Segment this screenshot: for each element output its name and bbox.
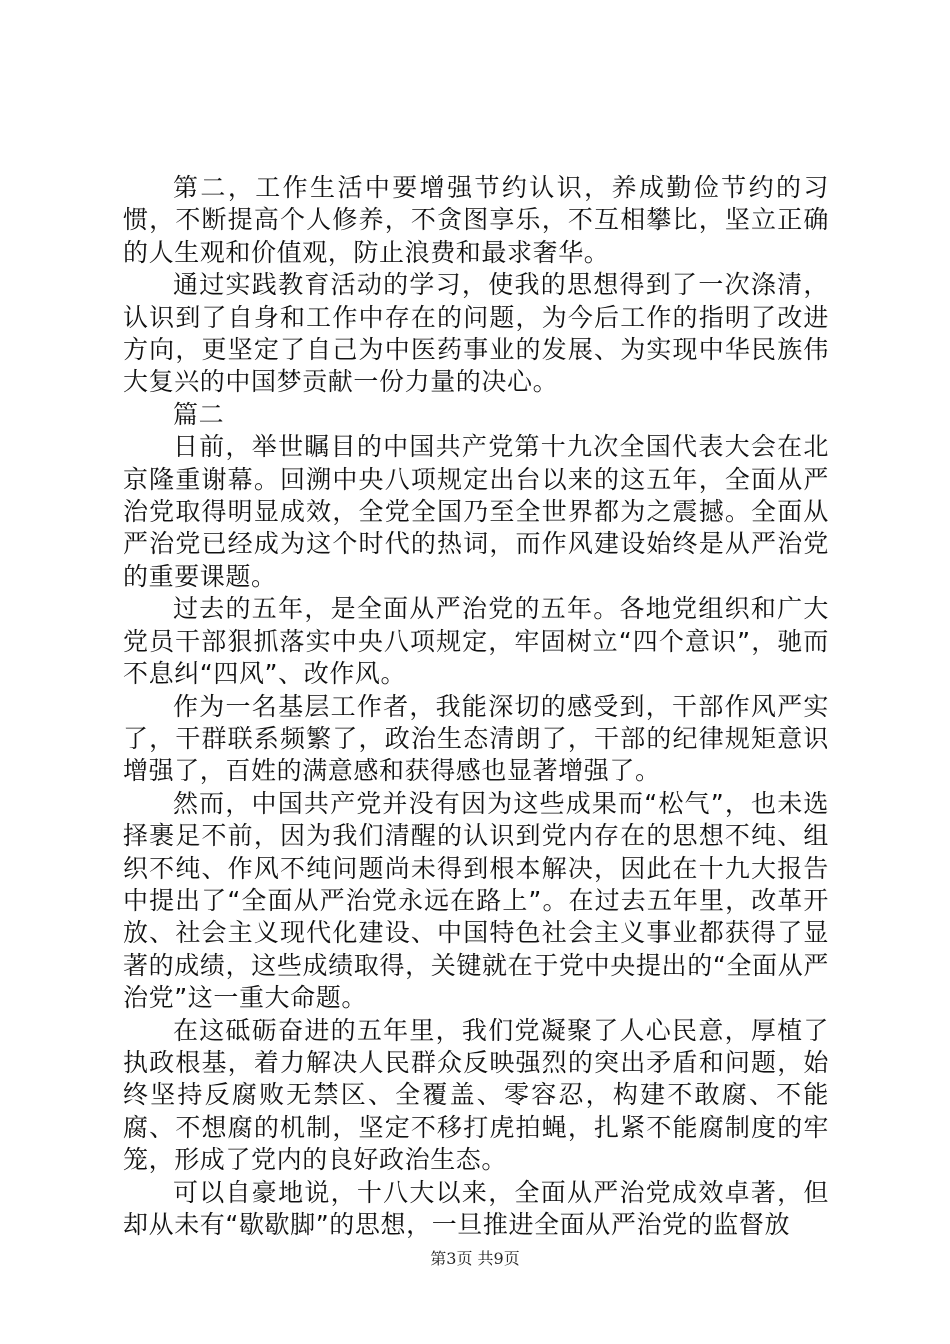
paragraph-economy-habits: 第二，工作生活中要增强节约认识，养成勤俭节约的习惯，不断提高个人修养，不贪图享乐，不互相攀比，坚立正确的人生观和价值观，防止浪费和最求奢华。 xyxy=(123,173,829,267)
paragraph-learning-reflection: 通过实践教育活动的学习，使我的思想得到了一次涤清，认识到了自身和工作中存在的问题，为今后工作的指明了改进方向，更坚定了自己为中医药事业的发展、为实现中华民族伟大复兴的中国梦贡献一份力量的决心。 xyxy=(123,270,829,397)
section-heading-part-two: 篇二 xyxy=(173,399,225,429)
paragraph-grassroots-view: 作为一名基层工作者，我能深切的感受到，干部作风严实了，干群联系频繁了，政治生态清朗了，干部的纪律规矩意识增强了，百姓的满意感和获得感也显著增强了。 xyxy=(123,691,829,786)
paragraph-no-relaxing: 然而，中国共产党并没有因为这些成果而“松气”，也未选择裹足不前，因为我们清醒的认识到党内存在的思想不纯、组织不纯、作风不纯问题尚未得到根本解决，因此在十九大报告中提出了“全面从严治党永远在路上”。在过去五年里，改革开放、社会主义现代化建设、中国特色社会主义事业都获得了显著的成绩，这些成绩取得，关键就在于党中央提出的“全面从严治党”这一重大命题。 xyxy=(123,788,829,1013)
paragraph-proud-statement: 可以自豪地说，十八大以来，全面从严治党成效卓著，但却从未有“歇歇脚”的思想，一旦推进全面从严治党的监督放 xyxy=(123,1177,829,1239)
document-body xyxy=(123,172,829,1241)
paragraph-past-five-years: 过去的五年，是全面从严治党的五年。各地党组织和广大党员干部狠抓落实中央八项规定，牢固树立“四个意识”，驰而不息纠“四风”、改作风。 xyxy=(123,594,829,689)
page-number-footer: 第3页 共9页 xyxy=(430,1249,520,1268)
paragraph-congress-closing: 日前，举世瞩目的中国共产党第十九次全国代表大会在北京隆重谢幕。回溯中央八项规定出台以来的这五年，全面从严治党取得明显成效，全党全国乃至全世界都为之震撼。全面从严治党已经成为这个时代的热词，而作风建设始终是从严治党的重要课题。 xyxy=(123,432,829,591)
paragraph-anti-corruption: 在这砥砺奋进的五年里，我们党凝聚了人心民意，厚植了执政根基，着力解决人民群众反映强烈的突出矛盾和问题，始终坚持反腐败无禁区、全覆盖、零容忍，构建不敢腐、不能腐、不想腐的机制，坚定不移打虎拍蝇，扎紧不能腐制度的牢笼，形成了党内的良好政治生态。 xyxy=(123,1015,829,1175)
